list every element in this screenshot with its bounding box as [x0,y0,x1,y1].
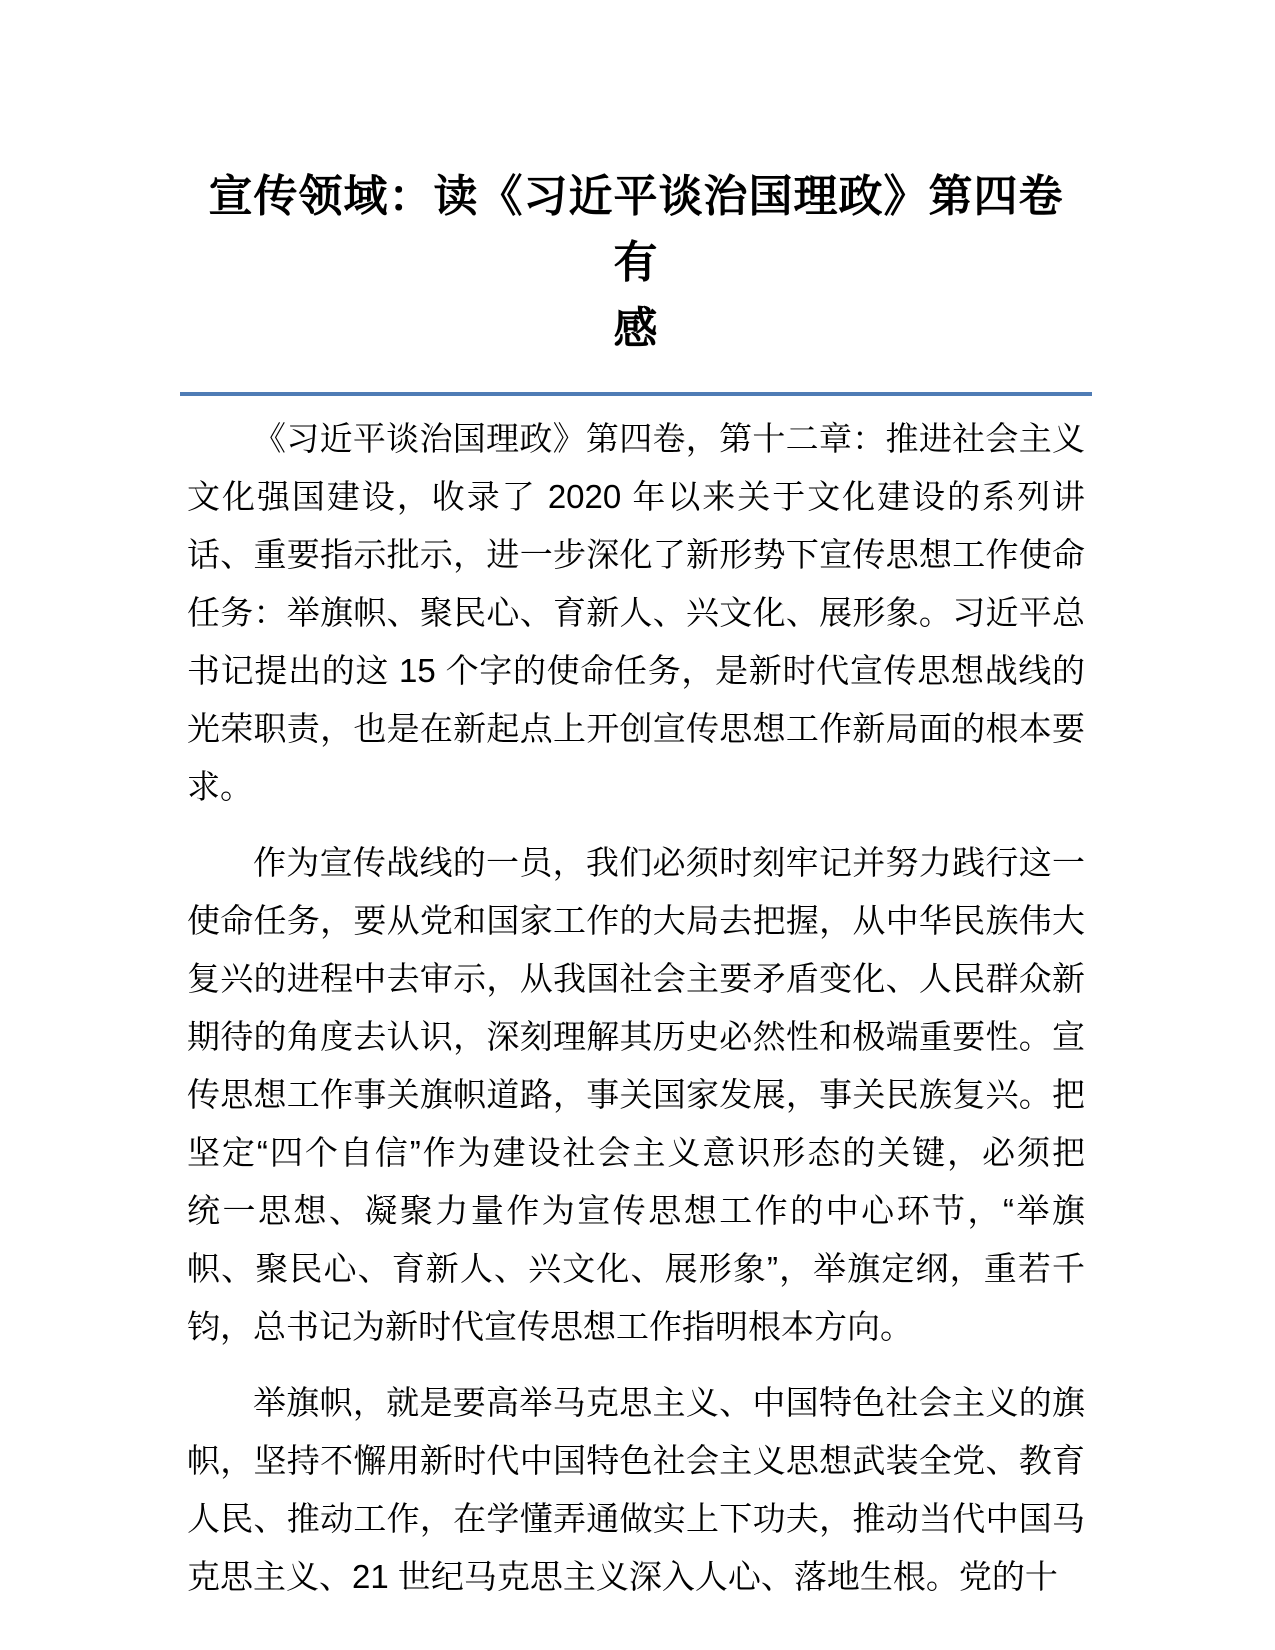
text-line: 书记提出的这 15 个字的使命任务，是新时代宣传思想战线的 [187,651,1085,689]
page-title-line-2: 感 [613,304,659,354]
text-line: 《习近平谈治国理政》第四卷，第十二章：推进社会主义 [253,419,1085,457]
text-line: 复兴的进程中去审示，从我国社会主要矛盾变化、人民群众新 [187,959,1085,997]
page-title [187,164,1085,362]
text-line: 统一思想、凝聚力量作为宣传思想工作的中心环节，“举旗 [187,1191,1085,1229]
text-line: 举旗帜，就是要高举马克思主义、中国特色社会主义的旗 [253,1383,1085,1421]
text-line: 人民、推动工作，在学懂弄通做实上下功夫，推动当代中国马 [187,1499,1085,1537]
document-body [187,396,1085,1606]
text-line: 任务：举旗帜、聚民心、育新人、兴文化、展形象。习近平总 [187,593,1085,631]
page-title-line-1: 宣传领域：读《习近平谈治国理政》第四卷有 [208,172,1064,288]
text-line: 钧，总书记为新时代宣传思想工作指明根本方向。 [187,1307,913,1345]
text-line: 克思主义、21 世纪马克思主义深入人心、落地生根。党的十 [187,1557,1058,1595]
text-line: 文化强国建设，收录了 2020 年以来关于文化建设的系列讲 [187,477,1085,515]
text-line: 帜，坚持不懈用新时代中国特色社会主义思想武装全党、教育 [187,1441,1085,1479]
text-line: 帜、聚民心、育新人、兴文化、展形象”，举旗定纲，重若千 [187,1249,1085,1287]
text-line: 使命任务，要从党和国家工作的大局去把握，从中华民族伟大 [187,901,1085,939]
text-line: 传思想工作事关旗帜道路，事关国家发展，事关民族复兴。把 [187,1075,1085,1113]
paragraph [187,834,1085,1356]
text-line: 光荣职责，也是在新起点上开创宣传思想工作新局面的根本要 [187,709,1085,747]
document-content [187,135,1085,1624]
text-line: 求。 [187,767,253,805]
text-line: 坚定“四个自信”作为建设社会主义意识形态的关键，必须把 [187,1133,1085,1171]
text-line: 话、重要指示批示，进一步深化了新形势下宣传思想工作使命 [187,535,1085,573]
text-line: 作为宣传战线的一员，我们必须时刻牢记并努力践行这一 [253,843,1085,881]
paragraph [187,1374,1085,1606]
text-line: 期待的角度去认识，深刻理解其历史必然性和极端重要性。宣 [187,1017,1085,1055]
paragraph [187,410,1085,816]
